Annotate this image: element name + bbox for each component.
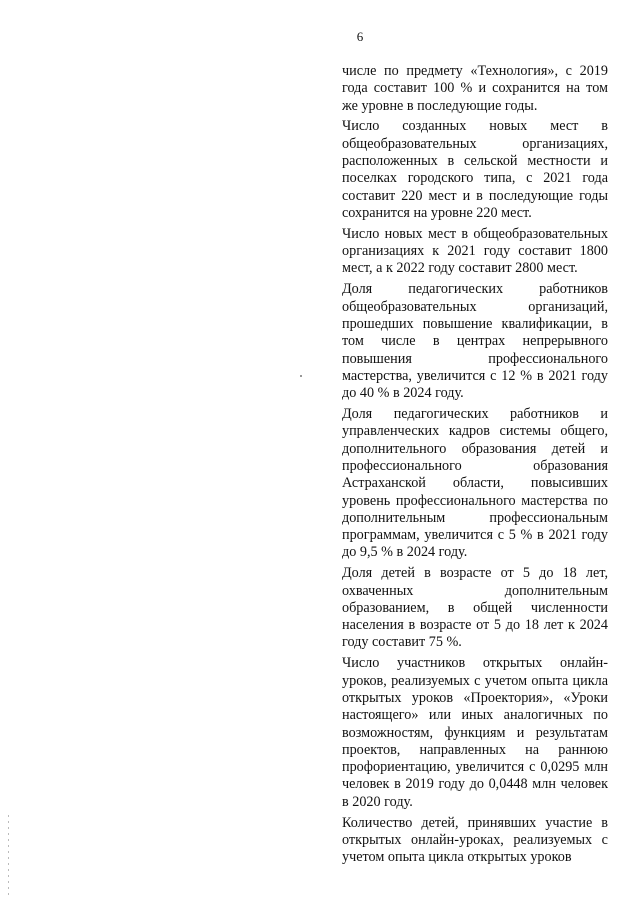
paragraph: Доля педагогических работников и управленческих кадров системы общего, дополнительного образования детей и профессионального образования Астраханской области, повысивших уровень профессионального мастерства по дополнительным профессиональным программам, увеличится с 5 % в 2021 году до 9,5 % в 2024 году. <box>342 406 608 561</box>
paragraph: Доля педагогических работников общеобразовательных организаций, прошедших повышение квалификации, в том числе в центрах непрерывного повышения профессионального мастерства, увеличится с 12 % в 2021 году до 40 % в 2024 году. <box>342 281 608 402</box>
paragraph: Доля детей в возрасте от 5 до 18 лет, охваченных дополнительным образованием, в общей численности населения в возрасте от 5 до 18 лет к 2024 году составит 75 %. <box>342 565 608 651</box>
text-column <box>342 63 608 870</box>
paragraph: Количество детей, принявших участие в открытых онлайн-уроках, реализуемых с учетом опыта цикла открытых уроков <box>342 814 608 866</box>
paragraph: Число новых мест в общеобразовательных организациях к 2021 году составит 1800 мест, а к 2022 году составит 2800 мест. <box>342 225 608 277</box>
page-number: 6 <box>356 29 364 44</box>
scan-edge-artifact <box>8 815 9 895</box>
paragraph: Число созданных новых мест в общеобразовательных организациях, расположенных в сельской местности и поселках городского типа, с 2021 года составит 220 мест и в последующие годы сохранится на уровне 220 мест. <box>342 118 608 221</box>
paragraph: числе по предмету «Технология», с 2019 года составит 100 % и сохранится на том же уровне в последующие годы. <box>342 63 608 114</box>
paragraph: Число участников открытых онлайн-уроков, реализуемых с учетом опыта цикла открытых уроков «Проектория», «Уроки настоящего» или иных аналогичных по возможностям, функциям и результатам проектов, направленных на раннюю профориентацию, увеличится с 0,0295 млн человек в 2019 году до 0,0448 млн человек в 2020 году. <box>342 655 608 810</box>
scan-speck <box>300 375 302 377</box>
